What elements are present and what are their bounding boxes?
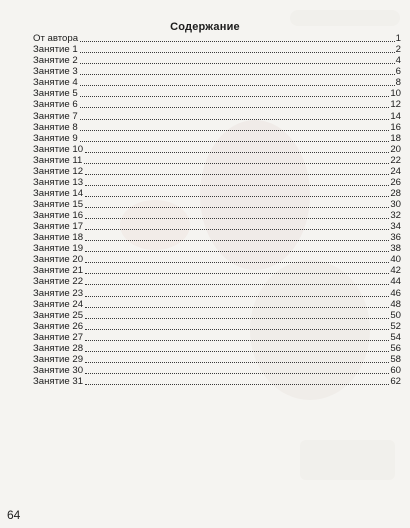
toc-entry-page: 1 [395,33,401,45]
toc-entry-page: 34 [390,221,401,233]
dot-leader [85,383,389,385]
dot-leader [85,195,389,197]
toc-entry-page: 60 [390,364,401,376]
toc-entry-page: 12 [390,99,401,111]
dot-leader [85,272,389,274]
toc-entry-label: Занятие 4 [33,77,78,89]
toc-entry-page: 62 [390,376,401,387]
dot-leader [85,184,389,186]
dot-leader [80,40,395,42]
toc-entry-page: 18 [390,132,401,144]
dot-leader [80,62,395,64]
toc-entry-label: Занятие 23 [33,287,84,299]
dot-leader [85,283,389,285]
toc-entry-page: 26 [390,176,401,188]
toc-entry-label: Занятие 13 [33,176,84,188]
toc-entry [33,254,401,265]
toc-entry-label: Занятие 5 [33,88,78,100]
toc-entry-page: 16 [390,121,401,133]
dot-leader [84,162,389,164]
toc-entry-label: Занятие 25 [33,309,84,321]
toc-entry-page: 32 [390,210,401,222]
dot-leader [85,339,389,341]
toc-entry-label: От автора [33,33,79,45]
dot-leader [85,217,389,219]
dot-leader [80,118,390,120]
toc-entry-page: 36 [390,232,401,244]
toc-entry [33,310,401,321]
toc-entry-label: Занятие 8 [33,121,78,133]
toc-entry-page: 48 [390,298,401,310]
toc-entry-label: Занятие 26 [33,320,84,332]
toc-entry-label: Занятие 7 [33,110,78,122]
toc-entry [33,155,401,166]
toc-entry [33,343,401,354]
toc-entry-page: 8 [395,77,401,89]
toc-entry-label: Занятие 14 [33,187,84,199]
toc-entry-label: Занятие 19 [33,243,84,255]
dot-leader [85,261,389,263]
toc-entry [33,243,401,254]
toc-entry-page: 38 [390,243,401,255]
toc-entry-page: 30 [390,199,401,210]
toc-entry-page: 20 [390,143,401,155]
toc-entry [33,221,401,232]
dot-leader [80,84,395,86]
toc-entry-label: Занятие 12 [33,165,84,177]
dot-leader [85,250,389,252]
dot-leader [80,140,390,142]
toc-entry-label: Занятие 2 [33,55,78,67]
page-number: 64 [7,508,21,522]
toc-entry-page: 2 [395,44,401,56]
toc-entry-page: 24 [390,165,401,177]
toc-entry [33,122,401,133]
toc-entry-page: 44 [390,276,401,288]
dot-leader [80,51,395,53]
toc-entry-label: Занятие 20 [33,254,84,266]
toc-entry-page: 10 [390,88,401,100]
toc-entry [33,232,401,243]
toc-entry-label: Занятие 21 [33,265,84,277]
dot-leader [85,350,389,352]
toc-entry [33,210,401,221]
toc-entry-page: 52 [390,320,401,332]
toc-entry [33,77,401,88]
toc-entry [33,299,401,310]
toc-entry-label: Занятие 9 [33,132,78,144]
toc-entry [33,110,401,121]
dot-leader [80,129,390,131]
toc-entry-page: 14 [390,110,401,122]
toc-entry-label: Занятие 31 [33,376,84,387]
toc-entry-label: Занятие 11 [33,154,83,166]
dot-leader [85,173,389,175]
toc-entry [33,332,401,343]
dot-leader [80,106,390,108]
toc-entry-label: Занятие 28 [33,342,84,354]
toc-entry-page: 22 [390,154,401,166]
toc-entry [33,199,401,210]
dot-leader [85,295,389,297]
toc-entry-label: Занятие 3 [33,66,78,78]
toc-entry [33,166,401,177]
toc-entry-page: 42 [390,265,401,277]
toc-entry-label: Занятие 30 [33,364,84,376]
toc-entry-page: 40 [390,254,401,266]
toc-entry-page: 28 [390,187,401,199]
toc-entry [33,276,401,287]
toc-entry [33,88,401,99]
toc-entry-label: Занятие 16 [33,210,84,222]
toc-entry-label: Занятие 1 [33,44,78,56]
dot-leader [85,317,389,319]
toc-entry [33,365,401,376]
dot-leader [85,361,389,363]
dot-leader [85,206,389,208]
toc-entry-label: Занятие 17 [33,221,84,233]
toc-entry-label: Занятие 6 [33,99,78,111]
toc-entry [33,133,401,144]
toc-entry [33,144,401,155]
show-through-text [300,440,395,480]
toc-entry-page: 4 [395,55,401,67]
toc-entry [33,265,401,276]
dot-leader [85,328,389,330]
dot-leader [85,228,389,230]
toc-entry [33,177,401,188]
toc-entry [33,66,401,77]
toc-entry-label: Занятие 29 [33,353,84,365]
toc-entry [33,376,401,387]
toc-entry [33,287,401,298]
toc-entry-label: Занятие 18 [33,232,84,244]
dot-leader [85,372,389,374]
toc-entry [33,33,401,44]
toc-entry-page: 46 [390,287,401,299]
dot-leader [80,95,390,97]
toc-entry-label: Занятие 15 [33,199,84,210]
toc-entry [33,55,401,66]
toc-entry-label: Занятие 27 [33,331,84,343]
toc-entry [33,188,401,199]
toc-entry-label: Занятие 22 [33,276,84,288]
toc-entry-page: 6 [395,66,401,78]
toc-entry-label: Занятие 24 [33,298,84,310]
dot-leader [85,306,389,308]
dot-leader [80,73,395,75]
toc-entry-label: Занятие 10 [33,143,84,155]
dot-leader [85,239,389,241]
toc-entry [33,99,401,110]
table-of-contents [33,33,401,387]
toc-entry [33,321,401,332]
toc-entry [33,44,401,55]
toc-entry-page: 56 [390,342,401,354]
page-title: Содержание [170,21,240,33]
toc-entry [33,354,401,365]
dot-leader [85,151,389,153]
toc-entry-page: 58 [390,353,401,365]
toc-entry-page: 54 [390,331,401,343]
toc-entry-page: 50 [390,309,401,321]
